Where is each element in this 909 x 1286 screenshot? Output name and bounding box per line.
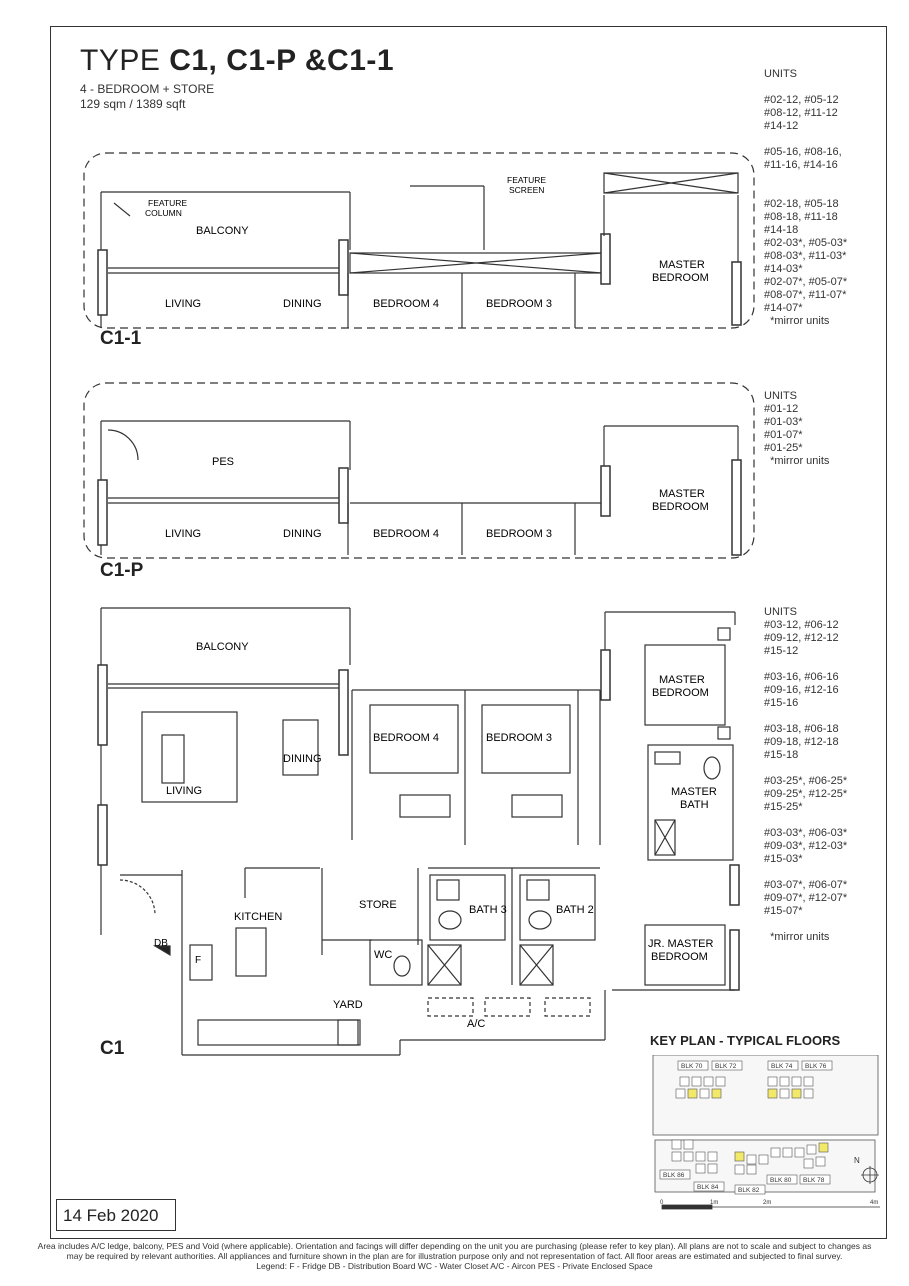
c1-bedroom4: BEDROOM 4	[373, 732, 440, 744]
c1-p-bedroom4: BEDROOM 4	[373, 528, 440, 540]
units-line: #03-07*, #06-07*	[764, 879, 848, 891]
c1-p-master-1: MASTER	[659, 488, 705, 500]
c1-bath2: BATH 2	[556, 904, 594, 916]
units-line: UNITS	[764, 390, 797, 402]
blk-86: BLK 86	[663, 1172, 685, 1179]
c1-p-dining: DINING	[283, 528, 322, 540]
units-line: #15-16	[764, 697, 799, 709]
blk-82: BLK 82	[738, 1187, 760, 1194]
c1-1-dining: DINING	[283, 298, 322, 310]
units-line: *mirror units	[764, 455, 830, 467]
units-line: #14-03*	[764, 263, 803, 275]
c1-1-living: LIVING	[165, 298, 202, 310]
units-line: #14-12	[764, 120, 799, 132]
c1-1-master-1: MASTER	[659, 259, 705, 271]
scale-2m: 2m	[763, 1200, 772, 1206]
c1-master-bath-2: BATH	[680, 799, 709, 811]
blk-76: BLK 76	[805, 1063, 827, 1070]
units-line: #08-18, #11-18	[764, 211, 838, 223]
title-type-word: TYPE	[80, 44, 161, 77]
c1-p-living: LIVING	[165, 528, 202, 540]
c1-jr-master-2: BEDROOM	[651, 951, 708, 963]
c1-p-bedroom3: BEDROOM 3	[486, 528, 553, 540]
units-line: #03-03*, #06-03*	[764, 827, 848, 839]
units-line: #15-12	[764, 645, 799, 657]
title-types: C1, C1-P &C1-1	[169, 44, 395, 77]
units-line: #09-03*, #12-03*	[764, 840, 848, 852]
units-line: #03-12, #06-12	[764, 619, 839, 631]
units-line: #03-18, #06-18	[764, 723, 839, 735]
scale-4m: 4m	[870, 1200, 879, 1206]
c1-1-feature-screen-2: SCREEN	[509, 185, 545, 195]
blk-70: BLK 70	[681, 1063, 703, 1070]
c1-p-master-2: BEDROOM	[652, 501, 709, 513]
blk-84: BLK 84	[697, 1184, 719, 1191]
c1-yard: YARD	[333, 999, 363, 1011]
scale-0: 0	[660, 1200, 664, 1206]
units-line: #08-03*, #11-03*	[764, 250, 847, 262]
c1-1-master-2: BEDROOM	[652, 272, 709, 284]
units-line: #09-07*, #12-07*	[764, 892, 848, 904]
c1-1-balcony: BALCONY	[196, 225, 249, 237]
units-line: #09-18, #12-18	[764, 736, 839, 748]
c1-ac: A/C	[467, 1018, 486, 1030]
blk-80: BLK 80	[770, 1177, 792, 1184]
c1-master-2: BEDROOM	[652, 687, 709, 699]
disclaimer-line-2: may be required by relevant authorities. All appliances and furniture shown in the plan are for illustration purpose only and not representation of fact. All floor areas are estimated and subjected to final survey.	[66, 1251, 843, 1261]
c1-p-pes: PES	[212, 456, 235, 468]
units-line: #05-16, #08-16,	[764, 146, 842, 158]
units-line: #01-07*	[764, 429, 803, 441]
units-line: *mirror units	[764, 315, 830, 327]
c1-1-bedroom4: BEDROOM 4	[373, 298, 440, 310]
units-line: #15-03*	[764, 853, 803, 865]
disclaimer-line-1: Area includes A/C ledge, balcony, PES and Void (where applicable). Orientation and facings will differ depending on the unit you are purchasing (please refer to key plan). All plans are not to scale and subject to changes as	[37, 1241, 872, 1251]
units-line: #01-12	[764, 403, 799, 415]
date-stamp: 14 Feb 2020	[56, 1199, 176, 1231]
legend: Legend: F - Fridge DB - Distribution Board WC - Water Closet A/C - Aircon PES - Private Enclosed Space	[256, 1261, 653, 1271]
units-line: #03-16, #06-16	[764, 671, 839, 683]
blk-78: BLK 78	[803, 1177, 825, 1184]
units-line: #08-12, #11-12	[764, 107, 838, 119]
unit-area: 129 sqm / 1389 sqft	[80, 97, 186, 111]
units-line: UNITS	[764, 68, 797, 80]
units-line: #14-18	[764, 224, 799, 236]
north-marker: N	[854, 1156, 860, 1165]
c1-fridge: F	[195, 955, 202, 966]
c1-db: DB	[154, 938, 168, 949]
units-line: #02-07*, #05-07*	[764, 276, 848, 288]
units-line: UNITS	[764, 606, 797, 618]
blk-72: BLK 72	[715, 1063, 737, 1070]
c1-1-feature-column-2: COLUMN	[145, 208, 182, 218]
units-line: *mirror units	[764, 931, 830, 943]
c1-wc: WC	[374, 949, 393, 961]
c1-1-bedroom3: BEDROOM 3	[486, 298, 553, 310]
c1-bedroom3: BEDROOM 3	[486, 732, 553, 744]
units-line: #03-25*, #06-25*	[764, 775, 848, 787]
c1-1-feature-column-1: FEATURE	[148, 198, 188, 208]
c1-bath3: BATH 3	[469, 904, 507, 916]
c1-dining: DINING	[283, 753, 322, 765]
blk-74: BLK 74	[771, 1063, 793, 1070]
c1-store: STORE	[359, 899, 397, 911]
units-line: #02-12, #05-12	[764, 94, 839, 106]
units-line: #01-25*	[764, 442, 803, 454]
units-line: #11-16, #14-16	[764, 159, 838, 171]
units-line: #15-18	[764, 749, 799, 761]
c1-master-bath-1: MASTER	[671, 786, 717, 798]
units-line: #01-03*	[764, 416, 803, 428]
units-line: #02-03*, #05-03*	[764, 237, 848, 249]
c1-master-1: MASTER	[659, 674, 705, 686]
scale-1m: 1m	[710, 1200, 719, 1206]
plan-label-c1-p: C1-P	[100, 560, 144, 581]
units-line: #09-25*, #12-25*	[764, 788, 848, 800]
c1-1-feature-screen-1: FEATURE	[507, 175, 547, 185]
bedroom-type: 4 - BEDROOM + STORE	[80, 82, 215, 96]
c1-jr-master-1: JR. MASTER	[648, 938, 714, 950]
key-plan	[650, 1055, 885, 1215]
c1-living: LIVING	[166, 785, 203, 797]
units-line: #08-07*, #11-07*	[764, 289, 847, 301]
key-plan-title: KEY PLAN - TYPICAL FLOORS	[650, 1033, 841, 1048]
plan-label-c1: C1	[100, 1038, 125, 1059]
units-line: #14-07*	[764, 302, 803, 314]
plan-label-c1-1: C1-1	[100, 328, 142, 349]
units-line: #15-25*	[764, 801, 803, 813]
units-line: #09-16, #12-16	[764, 684, 839, 696]
units-line: #09-12, #12-12	[764, 632, 839, 644]
units-line: #15-07*	[764, 905, 803, 917]
c1-kitchen: KITCHEN	[234, 911, 283, 923]
units-line: #02-18, #05-18	[764, 198, 839, 210]
c1-balcony: BALCONY	[196, 641, 249, 653]
